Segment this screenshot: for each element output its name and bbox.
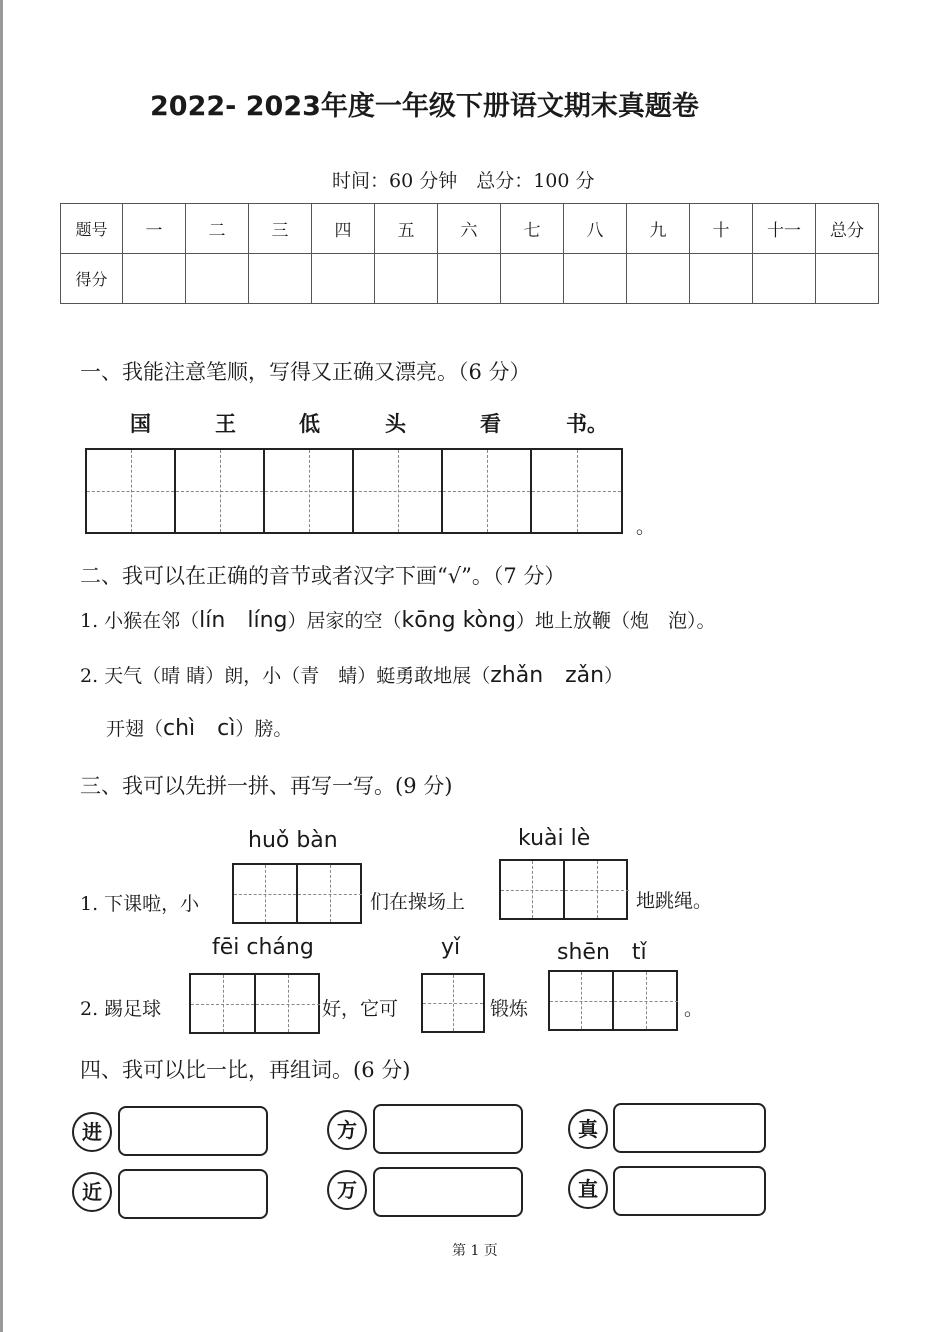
score-input-cell[interactable] (501, 254, 564, 304)
score-input-cell[interactable] (375, 254, 438, 304)
q3-answer-grid[interactable] (548, 970, 678, 1031)
q4-char-circle: 进 (72, 1112, 112, 1152)
q3-sentence-2-end: 。 (684, 998, 704, 1020)
score-input-cell[interactable] (186, 254, 249, 304)
score-header-cell: 四 (312, 204, 375, 254)
q4-char-circle: 直 (568, 1169, 608, 1209)
q4-char-circle: 真 (568, 1109, 608, 1149)
score-input-cell[interactable] (627, 254, 690, 304)
q3-sentence-2-mid: 好，它可 (322, 998, 399, 1020)
score-header-cell: 五 (375, 204, 438, 254)
q2-line-2: 2. 天气（晴 睛）朗，小（青 蜻）蜓勇敢地展（zhǎn zǎn） (80, 663, 624, 688)
q4-heading: 四、我可以比一比，再组词。(6 分) (80, 1058, 411, 1082)
q1-writing-grid[interactable] (85, 448, 623, 534)
score-header-cell: 八 (564, 204, 627, 254)
q4-answer-box[interactable] (373, 1104, 523, 1154)
q1-heading: 一、我能注意笔顺，写得又正确又漂亮。（6 分） (80, 360, 531, 384)
score-input-cell[interactable] (690, 254, 753, 304)
q1-char: 看 (480, 411, 501, 436)
q1-char: 王 (215, 411, 236, 436)
score-header-cell: 题号 (61, 204, 123, 254)
q4-answer-box[interactable] (613, 1166, 766, 1216)
q2-heading: 二、我可以在正确的音节或者汉字下画“√”。（7 分） (80, 564, 566, 588)
q1-period: 。 (636, 516, 656, 538)
score-table (60, 203, 879, 304)
q4-char-circle: 万 (327, 1170, 367, 1210)
q4-char-circle: 近 (72, 1172, 112, 1212)
q4-answer-box[interactable] (118, 1106, 268, 1156)
q2-line-1: 1. 小猴在邻（lín líng）居家的空（kōng kòng）地上放鞭（炮 泡）。 (80, 608, 716, 633)
q1-char: 低 (299, 411, 320, 436)
q3-pinyin: fēi cháng (212, 935, 314, 960)
score-input-cell[interactable] (123, 254, 186, 304)
q4-answer-box[interactable] (373, 1167, 523, 1217)
q3-pinyin: kuài lè (518, 826, 591, 851)
score-header-cell: 二 (186, 204, 249, 254)
q3-answer-grid[interactable] (421, 973, 485, 1033)
score-input-cell[interactable] (312, 254, 375, 304)
score-input-cell[interactable] (816, 254, 879, 304)
score-row-label: 得分 (61, 254, 123, 304)
q3-pinyin: yǐ (441, 935, 461, 960)
score-header-row (61, 204, 879, 254)
q4-answer-box[interactable] (118, 1169, 268, 1219)
q3-sentence-1-mid: 们在操场上 (370, 891, 466, 913)
page-footer: 第 1 页 (452, 1243, 498, 1259)
score-header-cell: 九 (627, 204, 690, 254)
q3-sentence-2-start: 2. 踢足球 (80, 998, 162, 1020)
score-header-cell: 十 (690, 204, 753, 254)
q3-pinyin: huǒ bàn (248, 828, 338, 853)
score-header-cell: 十一 (753, 204, 816, 254)
q3-sentence-1-start: 1. 下课啦，小 (80, 893, 200, 915)
q4-answer-box[interactable] (613, 1103, 766, 1153)
score-input-cell[interactable] (438, 254, 501, 304)
score-header-cell: 六 (438, 204, 501, 254)
page-title: 2022- 2023年度一年级下册语文期末真题卷 (150, 91, 699, 122)
q2-line-3: 开翅（chì cì）膀。 (106, 716, 293, 741)
score-input-cell[interactable] (249, 254, 312, 304)
q1-char: 头 (385, 411, 406, 436)
q3-sentence-2-mid2: 锻炼 (490, 998, 529, 1020)
q3-answer-grid[interactable] (232, 863, 362, 924)
q3-heading: 三、我可以先拼一拼、再写一写。(9 分) (80, 774, 453, 798)
q3-answer-grid[interactable] (499, 859, 628, 920)
q1-char: 国 (130, 411, 151, 436)
q3-pinyin: shēn tǐ (557, 940, 647, 965)
q3-answer-grid[interactable] (189, 973, 320, 1034)
q3-sentence-1-end: 地跳绳。 (636, 890, 713, 912)
q4-char-circle: 方 (327, 1110, 367, 1150)
score-header-cell: 三 (249, 204, 312, 254)
score-header-cell: 七 (501, 204, 564, 254)
exam-meta: 时间：60 分钟 总分：100 分 (332, 170, 595, 192)
score-value-row (61, 254, 879, 304)
score-header-cell: 一 (123, 204, 186, 254)
q1-char: 书。 (566, 411, 608, 436)
score-input-cell[interactable] (753, 254, 816, 304)
score-input-cell[interactable] (564, 254, 627, 304)
page-edge (0, 0, 3, 1332)
score-header-cell: 总分 (816, 204, 879, 254)
